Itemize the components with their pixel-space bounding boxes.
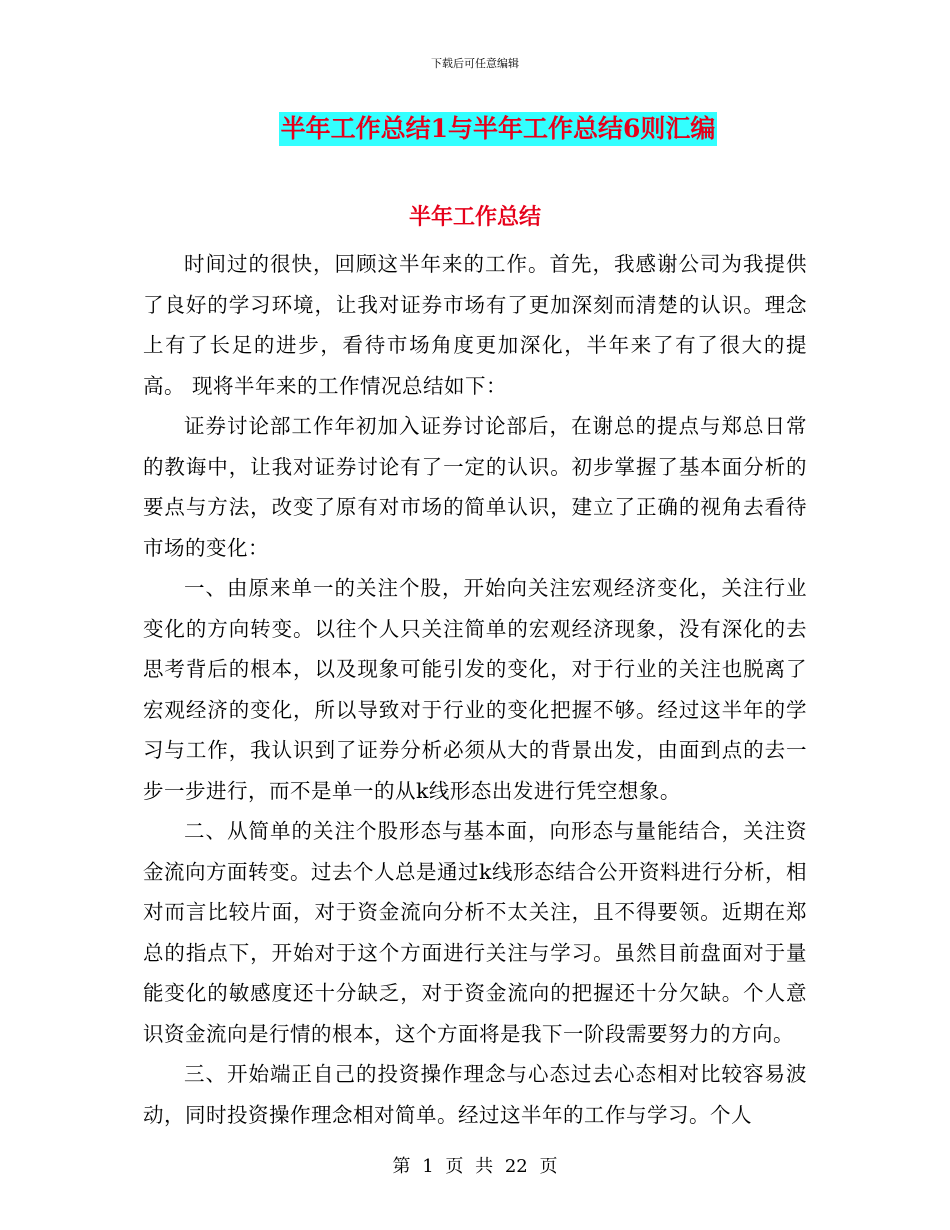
paragraph: 三、开始端正自己的投资操作理念与心态过去心态相对比较容易波动，同时投资操作理念相对简单。经过这半年的工作与学习。个人 bbox=[143, 1062, 807, 1127]
paragraph: 二、从简单的关注个股形态与基本面，向形态与量能结合，关注资金流向方面转变。过去个人总是通过k线形态结合公开资料进行分析，相对而言比较片面，对于资金流向分析不太关注，且不得要领。近期在郑总的指点下，开始对于这个方面进行关注与学习。虽然目前盘面对于量能变化的敏感度还十分缺乏，对于资金流向的把握还十分欠缺。个人意识资金流向是行情的根本，这个方面将是我下一阶段需要努力的方向。 bbox=[143, 819, 807, 1046]
header-note: 下载后可任意编辑 bbox=[431, 57, 519, 70]
document-title: 半年工作总结1与半年工作总结6则汇编 bbox=[279, 112, 718, 146]
paragraph: 证券讨论部工作年初加入证券讨论部后，在谢总的提点与郑总日常的教诲中，让我对证券讨论有了一定的认识。初步掌握了基本面分析的要点与方法，改变了原有对市场的简单认识，建立了正确的视角去看待市场的变化： bbox=[143, 414, 807, 560]
paragraph: 时间过的很快，回顾这半年来的工作。首先，我感谢公司为我提供了良好的学习环境，让我对证券市场有了更加深刻而清楚的认识。理念上有了长足的进步，看待市场角度更加深化，半年来了有了很大的提高。 现将半年来的工作情况总结如下： bbox=[143, 252, 807, 398]
document-body bbox=[143, 244, 807, 1135]
paragraph: 一、由原来单一的关注个股，开始向关注宏观经济变化，关注行业变化的方向转变。以往个人只关注简单的宏观经济现象，没有深化的去思考背后的根本，以及现象可能引发的变化，对于行业的关注也脱离了宏观经济的变化，所以导致对于行业的变化把握不够。经过这半年的学习与工作，我认识到了证券分析必须从大的背景出发，由面到点的去一步一步进行，而不是单一的从k线形态出发进行凭空想象。 bbox=[143, 576, 807, 803]
page-number: 第 1 页 共 22 页 bbox=[392, 1156, 558, 1177]
section-title: 半年工作总结 bbox=[408, 204, 541, 230]
document-title-container bbox=[0, 112, 950, 146]
